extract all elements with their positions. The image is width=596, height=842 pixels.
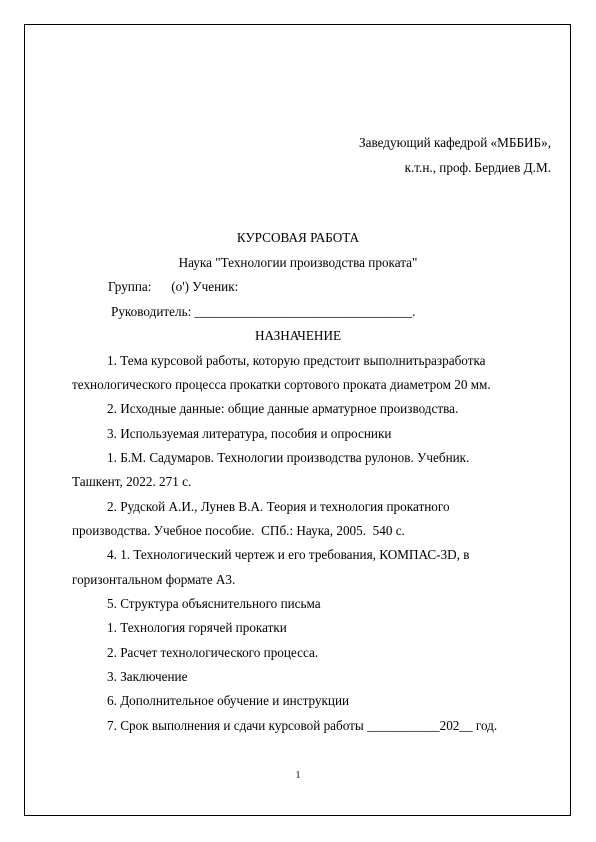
assignment-heading: НАЗНАЧЕНИЕ	[254, 328, 342, 343]
reference-1-line1: 1. Б.М. Садумаров. Технологии производства рулонов. Учебник.	[107, 450, 470, 465]
head-credentials-line: к.т.н., проф. Бердиев Д.М.	[404, 160, 551, 175]
reference-2-line2: производства. Учебное пособие. СПб.: Наука, 2005. 540 с.	[72, 523, 405, 538]
structure-subitem-1: 1. Технология горячей прокатки	[107, 620, 287, 635]
structure-item: 5. Структура объяснительного письма	[107, 596, 321, 611]
document-title: КУРСОВАЯ РАБОТА	[236, 230, 360, 245]
head-of-department-line: Заведующий кафедрой «МББИБ»,	[359, 135, 551, 150]
subject-line: Наука "Технологии производства проката"	[178, 255, 418, 270]
source-data-item: 2. Исходные данные: общие данные арматурное производства.	[107, 401, 459, 416]
additional-training-item: 6. Дополнительное обучение и инструкции	[107, 693, 350, 708]
drawing-item-line1: 4. 1. Технологический чертеж и его требования, КОМПАС-3D, в	[107, 547, 470, 562]
page-number: 1	[295, 770, 301, 781]
deadline-item: 7. Срок выполнения и сдачи курсовой работы ___________202__ год.	[107, 718, 498, 733]
reference-2-line1: 2. Рудской А.И., Лунев В.А. Теория и технология прокатного	[107, 499, 450, 514]
reference-1-line2: Ташкент, 2022. 271 с.	[72, 474, 192, 489]
topic-item-line2: технологического процесса прокатки сортового проката диаметром 20 мм.	[72, 377, 491, 392]
structure-subitem-3: 3. Заключение	[107, 669, 188, 684]
structure-subitem-2: 2. Расчет технологического процесса.	[107, 645, 319, 660]
topic-item-line1: 1. Тема курсовой работы, которую предстоит выполнитьразработка	[107, 353, 486, 368]
drawing-item-line2: горизонтальном формате А3.	[72, 572, 236, 587]
literature-item: 3. Используемая литература, пособия и опросники	[107, 426, 392, 441]
supervisor-line: Руководитель: _________________________________.	[111, 304, 416, 319]
group-student-line: Группа: (o') Ученик:	[108, 279, 239, 294]
